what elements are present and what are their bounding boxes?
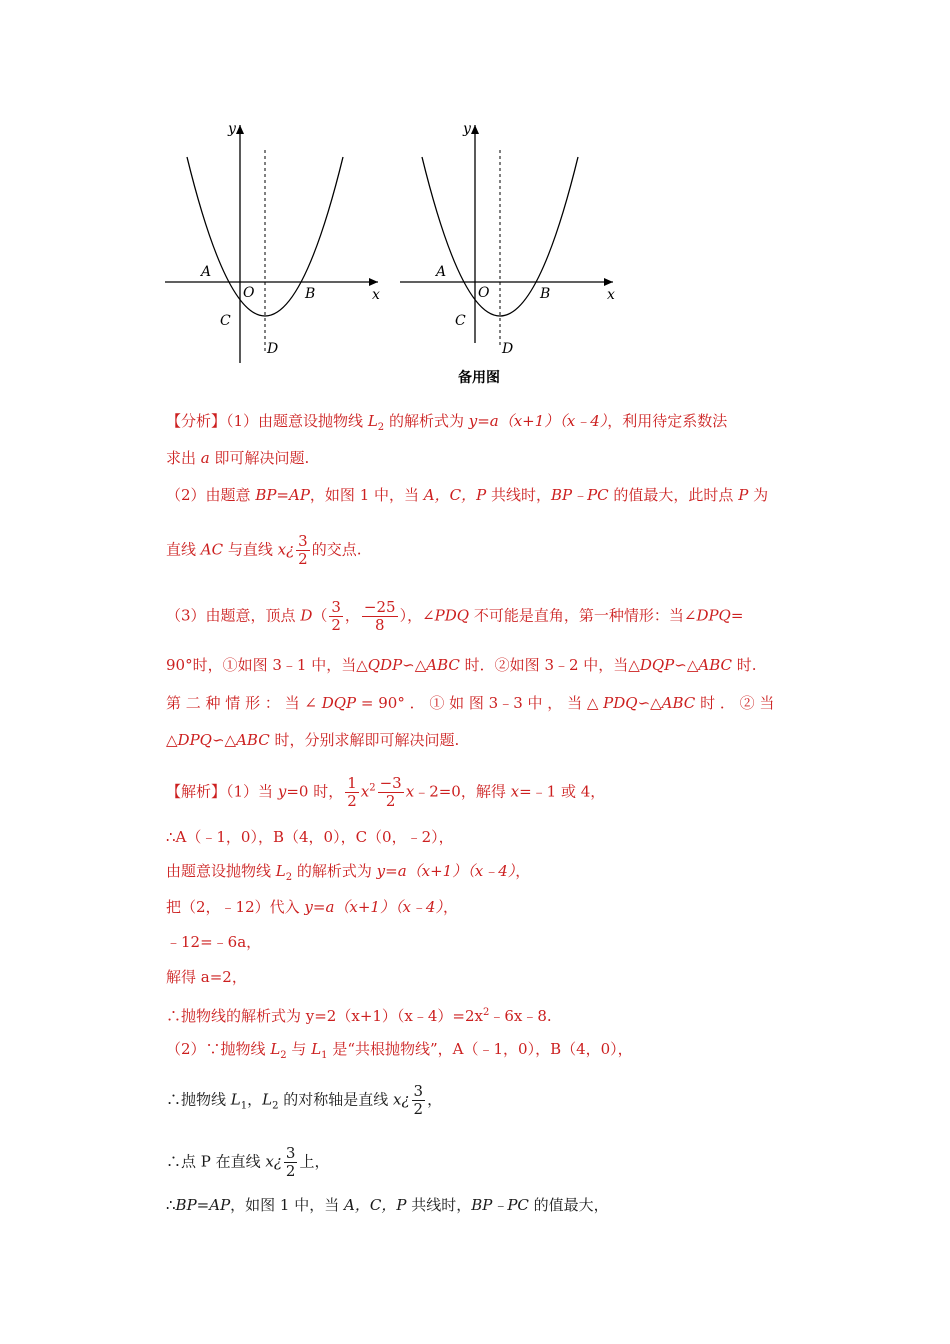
x-axis-arrow <box>604 278 613 286</box>
solution-line-4: 把（2，﹣12）代入 y=a（x+1）（x﹣4）， <box>166 898 458 916</box>
analysis-line-8: △DPQ∽△ABC 时，分别求解即可解决问题. <box>166 731 460 749</box>
label-D: D <box>267 341 279 357</box>
analysis-line-7: 第 二 种 情 形 ： 当 ∠ DQP = 90° ． ① 如 图 3﹣3 中 ， 当 △ PDQ∽△ABC 时 ． ② 当 <box>166 694 775 712</box>
solution-line-10: ∴点 P 在直线 x¿ $\frac{3}{2}$ 上， <box>166 1144 330 1180</box>
analysis-line-1: 【分析】（1）由题意设抛物线 $L_2$ 的解析式为 y=a（x+1）（x﹣4），利用待定系数法 <box>166 412 728 433</box>
label-B: B <box>305 286 316 302</box>
solution-tag: 【解析】 <box>166 782 227 801</box>
solution-line-3: 由题意设抛物线 $L_2$ 的解析式为 y=a（x+1）（x﹣4）， <box>166 862 531 883</box>
label-C: C <box>220 313 231 329</box>
solution-line-11: ∴BP=AP，如图 1 中，当 A，C，P 共线时，BP﹣PC 的值最大， <box>166 1196 609 1214</box>
parabola-figure-2 <box>395 115 625 365</box>
fraction-3-2: $\frac{3}{2}$ <box>413 1082 424 1118</box>
x-axis-arrow <box>369 278 378 286</box>
analysis-line-3: （2）由题意 BP=AP，如图 1 中，当 A，C，P 共线时，BP﹣PC 的值最大，此时点 P 为 <box>166 486 769 504</box>
label-y: y <box>228 121 236 137</box>
label-x: x <box>607 287 615 303</box>
label-B: B <box>540 286 551 302</box>
label-O: O <box>243 285 255 301</box>
analysis-tag: 【分析】 <box>166 412 227 430</box>
parabola-figure-1 <box>160 115 390 365</box>
label-C: C <box>455 313 466 329</box>
solution-line-2: ∴A（﹣1，0），B（4，0），C（0，﹣2）， <box>166 828 454 846</box>
analysis-line-2: 求出 a 即可解决问题. <box>166 449 310 467</box>
label-A: A <box>436 264 447 280</box>
analysis-line-5: （3）由题意，顶点 D（ $\frac{3}{2}$ ， $\frac{-25}{8}$ ），∠PDQ 不可能是直角，第一种情形：当∠DPQ= <box>166 598 744 634</box>
figure-area <box>160 115 630 390</box>
label-y: y <box>463 121 471 137</box>
y-axis-arrow <box>471 125 479 134</box>
fraction-neg25-8: $\frac{-25}{8}$ <box>363 598 396 634</box>
analysis-line-4: 直线 AC 与直线 x¿ $\frac{3}{2}$ 的交点. <box>166 532 362 568</box>
analysis-line-6: 90°时，①如图 3﹣1 中，当△QDP∽△ABC 时．②如图 3﹣2 中，当△DQP∽△ABC 时. <box>166 656 757 674</box>
label-x: x <box>372 287 380 303</box>
y-axis-arrow <box>236 125 244 134</box>
fraction-neg3-2: $\frac{-3}{2}$ <box>379 774 402 810</box>
label-A: A <box>201 264 212 280</box>
solution-line-1: 【解析】（1）当 y=0 时， $\frac{1}{2}$ $x^2$ $\frac{-3}{2}$ x﹣2=0，解得 x=﹣1 或 4， <box>166 774 606 810</box>
figure-caption: 备用图 <box>458 370 500 386</box>
fraction-1-2: $\frac{1}{2}$ <box>347 774 357 810</box>
fraction-3-2: $\frac{3}{2}$ <box>285 1144 296 1180</box>
label-D: D <box>502 341 514 357</box>
fraction-3-2: $\frac{3}{2}$ <box>331 598 341 634</box>
solution-line-6: 解得 a=2， <box>166 968 247 986</box>
solution-line-7: ∴抛物线的解析式为 $y=2(x+1)(x﹣4)=2x^2﹣6x﹣8$. <box>166 1007 552 1025</box>
solution-line-9: ∴抛物线 $L_1$，$L_2$ 的对称轴是直线 x¿ $\frac{3}{2}$ ， <box>166 1082 443 1118</box>
solution-line-5: ﹣12=﹣6a， <box>166 933 262 951</box>
fraction-3-2: $\frac{3}{2}$ <box>298 532 308 568</box>
solution-line-8: （2）∵抛物线 $L_2$ 与 $L_1$ 是“共根抛物线”，A（﹣1，0），B（4，0）， <box>166 1040 633 1061</box>
label-O: O <box>478 285 490 301</box>
